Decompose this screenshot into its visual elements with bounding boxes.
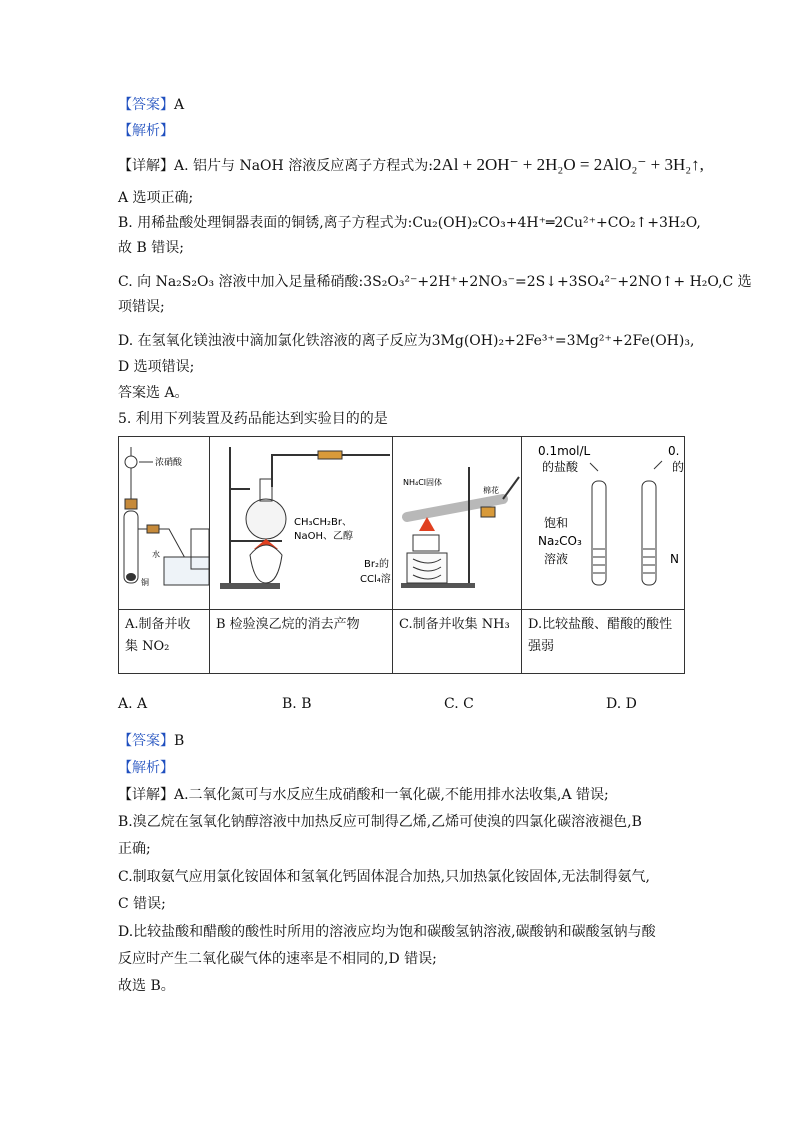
figure-c-cell bbox=[393, 437, 522, 610]
label-reagents-1: CH₃CH₂Br、 bbox=[294, 517, 352, 528]
caption-d: D.比较盐酸、醋酸的酸性强弱 bbox=[522, 610, 685, 674]
figure-c-apparatus bbox=[393, 437, 521, 605]
figure-d-apparatus bbox=[522, 437, 684, 605]
q4-line-d2: D 选项错误; bbox=[118, 359, 195, 375]
label-conc-nitric: 浓硝酸 bbox=[155, 458, 183, 468]
figure-d-cell bbox=[522, 437, 685, 610]
q5-conclusion: 故选 B。 bbox=[118, 978, 175, 994]
option-c: C. C bbox=[444, 696, 474, 712]
caption-c: C.制备并收集 NH₃ bbox=[393, 610, 522, 674]
figure-b-cell bbox=[210, 437, 393, 610]
q5-line-a bbox=[118, 785, 609, 805]
label-water: 水 bbox=[152, 550, 160, 559]
q5-line-b: B.溴乙烷在氢氧化钠醇溶液中加热反应可制得乙烯,乙烯可使溴的四氯化碳溶液褪色,B bbox=[118, 814, 642, 830]
label-acid-2: 的 bbox=[672, 460, 684, 474]
q4-conclusion: 答案选 A。 bbox=[118, 385, 189, 401]
figure-a-apparatus bbox=[119, 437, 209, 605]
caption-a: A.制备并收集 NO₂ bbox=[119, 610, 210, 674]
q4-text-d: D. 在氢氧化镁浊液中滴加氯化铁溶液的离子反应为 bbox=[118, 333, 432, 349]
equation-b: Cu₂(OH)₂CO₃+4H⁺═2Cu²⁺+CO₂↑+3H₂O, bbox=[412, 215, 701, 231]
figure-b-apparatus bbox=[210, 437, 392, 605]
q4-line-b2: 故 B 错误; bbox=[118, 240, 184, 256]
q5-text-a: A.二氧化氮可与水反应生成硝酸和一氧化碳,不能用排水法收集,A 错误; bbox=[174, 787, 609, 803]
q4-text-c: C. 向 Na₂S₂O₃ 溶液中加入足量稀硝酸: bbox=[118, 274, 364, 290]
q4-line-a2: A 选项正确; bbox=[118, 190, 194, 206]
q4-text-a: A. 铝片与 NaOH 溶液反应离子方程式为: bbox=[174, 158, 433, 174]
detail-label: 【详解】 bbox=[118, 787, 174, 803]
q5-answer-line bbox=[118, 731, 184, 751]
q4-text-b: B. 用稀盐酸处理铜器表面的铜锈,离子方程式为: bbox=[118, 215, 413, 231]
option-d: D. D bbox=[606, 696, 637, 712]
q4-line-a bbox=[118, 155, 704, 176]
answer-value: B bbox=[174, 733, 185, 749]
label-conc-2: 0. bbox=[668, 444, 680, 458]
analysis-label: 【解析】 bbox=[118, 123, 174, 139]
q5-line-b2: 正确; bbox=[118, 841, 151, 857]
label-na2co3: Na₂CO₃ bbox=[538, 534, 582, 548]
label-n-cut: N bbox=[670, 552, 679, 566]
equation-c: 3S₂O₃²⁻+2H⁺+2NO₃⁻=2S↓+3SO₄²⁻+2NO↑+ H₂O,C 选 bbox=[363, 274, 752, 290]
equation-d: 3Mg(OH)₂+2Fe³⁺=3Mg²⁺+2Fe(OH)₃, bbox=[431, 333, 695, 349]
apparatus-table bbox=[118, 436, 685, 674]
q5-question: 5. 利用下列装置及药品能达到实验目的的是 bbox=[118, 411, 388, 427]
q4-line-b bbox=[118, 213, 701, 233]
label-conc-1: 0.1mol/L bbox=[538, 444, 591, 458]
option-b: B. B bbox=[282, 696, 312, 712]
label-bromine-1: Br₂的 bbox=[364, 559, 389, 570]
q5-line-d2: 反应时产生二氧化碳气体的速率是不相同的,D 错误; bbox=[118, 951, 437, 967]
q5-line-c2: C 错误; bbox=[118, 896, 166, 912]
q5-line-c: C.制取氨气应用氯化铵固体和氢氧化钙固体混合加热,只加热氯化铵固体,无法制得氨气, bbox=[118, 869, 651, 885]
label-saturated: 饱和 bbox=[544, 516, 569, 530]
caption-b: B 检验溴乙烷的消去产物 bbox=[210, 610, 393, 674]
answer-label: 【答案】 bbox=[118, 97, 174, 113]
equation-a: 2Al + 2OH⁻ + 2H₂O = 2AlO₂⁻ + 3H₂↑, bbox=[432, 155, 704, 174]
q5-line-d: D.比较盐酸和醋酸的酸性时所用的溶液应均为饱和碳酸氢钠溶液,碳酸钠和碳酸氢钠与酸 bbox=[118, 924, 656, 940]
label-cotton: 棉花 bbox=[483, 486, 499, 495]
answer-label: 【答案】 bbox=[118, 733, 174, 749]
q4-line-c bbox=[118, 272, 752, 292]
figure-a-cell bbox=[119, 437, 210, 610]
q4-line-c2: 项错误; bbox=[118, 299, 165, 315]
answer-value: A bbox=[174, 97, 185, 113]
label-copper: 铜 bbox=[141, 578, 149, 587]
option-a: A. A bbox=[118, 696, 148, 712]
q4-line-d bbox=[118, 331, 694, 351]
q4-answer-line bbox=[118, 95, 184, 115]
analysis-label: 【解析】 bbox=[118, 760, 174, 776]
label-hcl: 的盐酸 bbox=[542, 460, 579, 474]
label-solution: 溶液 bbox=[544, 552, 569, 566]
label-nh4cl-solid: NH₄Cl固体 bbox=[403, 478, 443, 487]
label-reagents-2: NaOH、乙醇 bbox=[294, 531, 353, 542]
detail-label: 【详解】 bbox=[118, 158, 174, 174]
label-bromine-2: CCl₄溶 bbox=[360, 574, 391, 585]
